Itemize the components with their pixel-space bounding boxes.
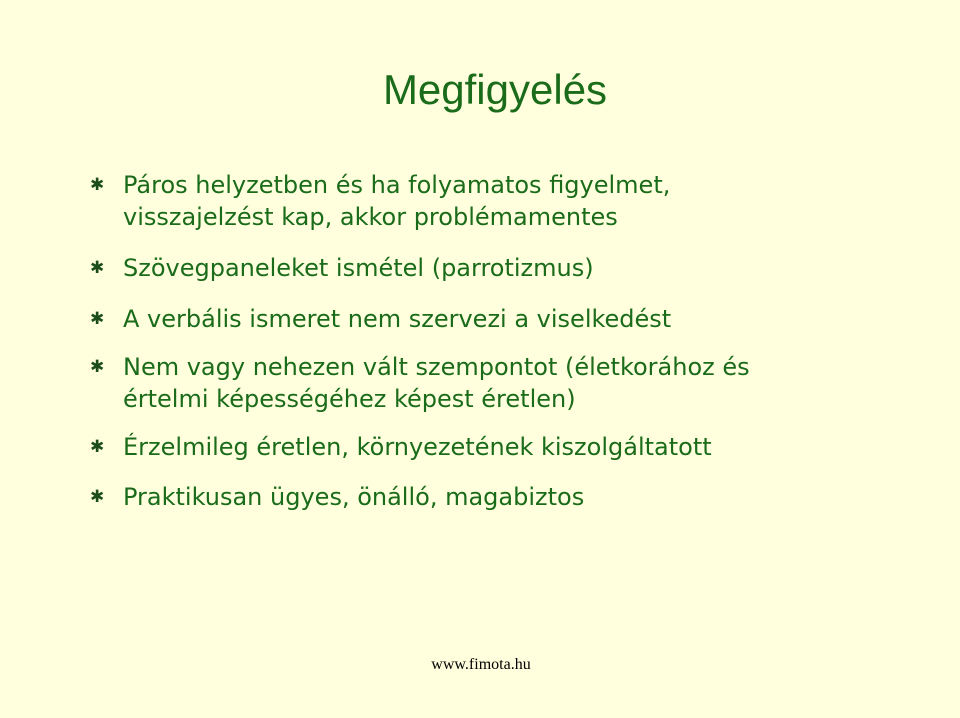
asterisk-bullet-icon: ✱ [90, 175, 105, 195]
asterisk-bullet-icon: ✱ [90, 309, 105, 329]
asterisk-bullet-icon: ✱ [90, 357, 105, 377]
bullet-text-4-line-2: értelmi képességéhez képest éretlen) [123, 385, 576, 413]
asterisk-bullet-icon: ✱ [90, 258, 105, 278]
bullet-text-3: A verbális ismeret nem szervezi a viselkedést [123, 305, 672, 333]
bullet-text-2: Szövegpaneleket ismétel (parrotizmus) [123, 254, 594, 282]
asterisk-bullet-icon: ✱ [90, 487, 105, 507]
bullet-text-1-line-1: Páros helyzetben és ha folyamatos figyelmet, [123, 171, 671, 199]
footer-url: www.fimota.hu [431, 656, 531, 673]
bullet-text-1-line-2: visszajelzést kap, akkor problémamentes [123, 203, 618, 231]
bullet-text-4-line-1: Nem vagy nehezen vált szempontot (életkorához és [123, 353, 750, 381]
bullet-text-6: Praktikusan ügyes, önálló, magabiztos [123, 483, 585, 511]
slide-title: Megfigyelés [382, 66, 608, 113]
bullet-text-5: Érzelmileg éretlen, környezetének kiszolgáltatott [123, 433, 712, 461]
asterisk-bullet-icon: ✱ [90, 437, 105, 457]
